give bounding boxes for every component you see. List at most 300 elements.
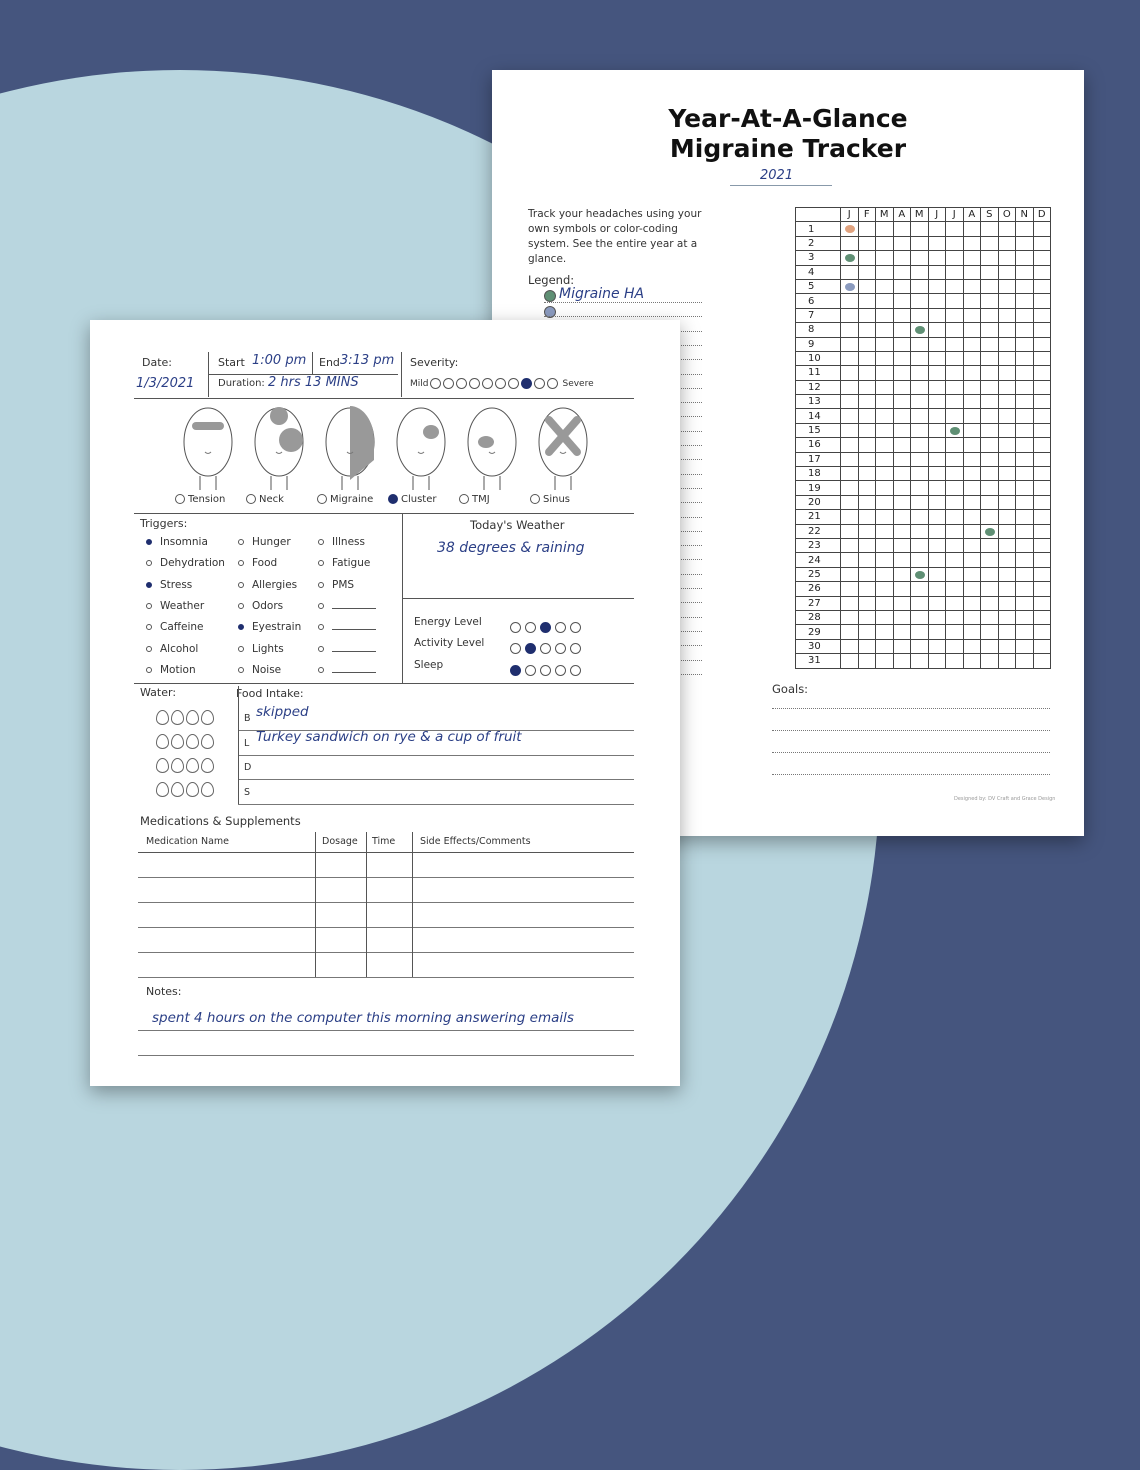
day-cell[interactable] <box>1033 409 1051 423</box>
day-cell[interactable] <box>946 524 964 538</box>
day-cell[interactable] <box>1033 625 1051 639</box>
meds-row-line[interactable] <box>138 927 634 928</box>
day-cell[interactable] <box>1016 294 1034 308</box>
water-drop[interactable] <box>201 782 214 797</box>
day-cell[interactable] <box>1016 251 1034 265</box>
day-cell[interactable] <box>858 495 876 509</box>
level-option[interactable] <box>540 643 551 654</box>
day-cell[interactable] <box>981 625 999 639</box>
trigger-item[interactable] <box>238 643 284 655</box>
day-cell[interactable] <box>876 308 894 322</box>
day-cell[interactable] <box>928 495 946 509</box>
day-cell[interactable] <box>946 395 964 409</box>
day-cell[interactable] <box>876 610 894 624</box>
day-cell[interactable] <box>998 596 1016 610</box>
day-cell[interactable] <box>963 308 981 322</box>
day-cell[interactable] <box>1016 610 1034 624</box>
day-cell[interactable] <box>981 495 999 509</box>
day-cell[interactable] <box>998 236 1016 250</box>
water-drop[interactable] <box>186 782 199 797</box>
day-cell[interactable] <box>911 323 929 337</box>
day-cell[interactable] <box>841 495 859 509</box>
day-cell[interactable] <box>911 265 929 279</box>
day-cell[interactable] <box>1016 553 1034 567</box>
day-cell[interactable] <box>998 222 1016 236</box>
day-cell[interactable] <box>1016 409 1034 423</box>
water-drop[interactable] <box>171 710 184 725</box>
day-cell[interactable] <box>928 596 946 610</box>
day-cell[interactable] <box>946 366 964 380</box>
severity-option[interactable] <box>521 378 532 389</box>
day-cell[interactable] <box>981 222 999 236</box>
day-cell[interactable] <box>858 236 876 250</box>
day-cell[interactable] <box>998 380 1016 394</box>
day-cell[interactable] <box>841 438 859 452</box>
day-cell[interactable] <box>1016 495 1034 509</box>
day-cell[interactable] <box>1033 395 1051 409</box>
day-cell[interactable] <box>981 639 999 653</box>
day-cell[interactable] <box>841 582 859 596</box>
day-cell[interactable] <box>928 395 946 409</box>
day-cell[interactable] <box>841 395 859 409</box>
day-cell[interactable] <box>963 481 981 495</box>
day-cell[interactable] <box>963 625 981 639</box>
day-cell[interactable] <box>841 308 859 322</box>
day-cell[interactable] <box>893 610 911 624</box>
day-cell[interactable] <box>858 380 876 394</box>
trigger-item[interactable] <box>238 579 297 591</box>
water-drop[interactable] <box>171 734 184 749</box>
day-cell[interactable] <box>963 596 981 610</box>
day-cell[interactable] <box>876 351 894 365</box>
day-cell[interactable] <box>981 567 999 581</box>
day-cell[interactable] <box>998 567 1016 581</box>
day-cell[interactable] <box>876 625 894 639</box>
water-drop[interactable] <box>156 734 169 749</box>
trigger-checkbox[interactable] <box>238 624 244 630</box>
day-cell[interactable] <box>1033 279 1051 293</box>
day-cell[interactable] <box>876 294 894 308</box>
day-cell[interactable] <box>1033 337 1051 351</box>
day-cell[interactable] <box>963 438 981 452</box>
day-cell[interactable] <box>998 639 1016 653</box>
day-cell[interactable] <box>1033 582 1051 596</box>
day-cell[interactable] <box>858 265 876 279</box>
trigger-item[interactable] <box>146 579 192 591</box>
day-cell[interactable] <box>911 538 929 552</box>
water-drops[interactable] <box>156 708 226 804</box>
day-cell[interactable] <box>893 294 911 308</box>
day-cell[interactable] <box>1016 236 1034 250</box>
day-cell[interactable] <box>876 538 894 552</box>
day-cell[interactable] <box>1016 323 1034 337</box>
day-cell[interactable] <box>1016 279 1034 293</box>
day-cell[interactable] <box>841 596 859 610</box>
severity-option[interactable] <box>508 378 519 389</box>
trigger-checkbox[interactable] <box>238 582 244 588</box>
day-cell[interactable] <box>928 654 946 668</box>
face-label-tension[interactable] <box>175 494 225 505</box>
day-cell[interactable] <box>946 596 964 610</box>
trigger-item[interactable] <box>146 643 198 655</box>
severity-option[interactable] <box>456 378 467 389</box>
day-cell[interactable] <box>946 236 964 250</box>
day-cell[interactable] <box>858 610 876 624</box>
day-cell[interactable] <box>928 524 946 538</box>
day-cell[interactable] <box>893 409 911 423</box>
day-cell[interactable] <box>1033 567 1051 581</box>
day-cell[interactable] <box>1016 582 1034 596</box>
day-cell[interactable] <box>911 279 929 293</box>
day-cell[interactable] <box>1016 639 1034 653</box>
day-cell[interactable] <box>1016 380 1034 394</box>
day-cell[interactable] <box>946 222 964 236</box>
day-cell[interactable] <box>1033 452 1051 466</box>
radio-migraine[interactable] <box>317 494 327 504</box>
day-cell[interactable] <box>911 351 929 365</box>
day-cell[interactable] <box>1033 222 1051 236</box>
day-cell[interactable] <box>946 625 964 639</box>
day-cell[interactable] <box>911 481 929 495</box>
day-cell[interactable] <box>858 510 876 524</box>
day-cell[interactable] <box>963 610 981 624</box>
day-cell[interactable] <box>946 265 964 279</box>
day-cell[interactable] <box>841 279 859 293</box>
day-cell[interactable] <box>998 510 1016 524</box>
day-cell[interactable] <box>998 409 1016 423</box>
day-cell[interactable] <box>981 380 999 394</box>
trigger-checkbox[interactable] <box>146 667 152 673</box>
legend-line[interactable] <box>544 302 702 303</box>
day-cell[interactable] <box>998 654 1016 668</box>
day-cell[interactable] <box>928 380 946 394</box>
day-cell[interactable] <box>998 323 1016 337</box>
day-cell[interactable] <box>1016 596 1034 610</box>
water-drop[interactable] <box>156 782 169 797</box>
level-option[interactable] <box>525 665 536 676</box>
face-label-sinus[interactable] <box>530 494 570 505</box>
day-cell[interactable] <box>1016 366 1034 380</box>
trigger-item[interactable] <box>146 557 225 569</box>
day-cell[interactable] <box>981 337 999 351</box>
day-cell[interactable] <box>998 395 1016 409</box>
severity-option[interactable] <box>469 378 480 389</box>
day-cell[interactable] <box>876 395 894 409</box>
level-option[interactable] <box>540 665 551 676</box>
day-cell[interactable] <box>876 582 894 596</box>
level-option[interactable] <box>525 622 536 633</box>
day-cell[interactable] <box>1033 308 1051 322</box>
day-cell[interactable] <box>946 582 964 596</box>
trigger-checkbox[interactable] <box>146 646 152 652</box>
day-cell[interactable] <box>998 351 1016 365</box>
face-label-neck[interactable] <box>246 494 284 505</box>
day-cell[interactable] <box>841 323 859 337</box>
day-cell[interactable] <box>858 639 876 653</box>
day-cell[interactable] <box>1033 524 1051 538</box>
level-option[interactable] <box>570 643 581 654</box>
day-cell[interactable] <box>911 438 929 452</box>
day-cell[interactable] <box>963 467 981 481</box>
day-cell[interactable] <box>911 524 929 538</box>
day-cell[interactable] <box>981 481 999 495</box>
day-cell[interactable] <box>963 495 981 509</box>
day-cell[interactable] <box>841 610 859 624</box>
day-cell[interactable] <box>1033 538 1051 552</box>
day-cell[interactable] <box>981 236 999 250</box>
water-drop[interactable] <box>156 758 169 773</box>
trigger-item[interactable] <box>318 643 376 655</box>
face-label-cluster[interactable] <box>388 494 437 505</box>
day-cell[interactable] <box>981 467 999 481</box>
trigger-checkbox[interactable] <box>318 582 324 588</box>
day-cell[interactable] <box>911 337 929 351</box>
day-cell[interactable] <box>963 323 981 337</box>
day-cell[interactable] <box>963 452 981 466</box>
meal-value[interactable]: Turkey sandwich on rye & a cup of fruit <box>256 728 522 745</box>
severity-option[interactable] <box>547 378 558 389</box>
day-cell[interactable] <box>841 467 859 481</box>
day-cell[interactable] <box>858 366 876 380</box>
day-cell[interactable] <box>1016 395 1034 409</box>
trigger-item[interactable] <box>318 557 370 569</box>
day-cell[interactable] <box>928 567 946 581</box>
day-cell[interactable] <box>981 596 999 610</box>
day-cell[interactable] <box>998 495 1016 509</box>
day-cell[interactable] <box>876 323 894 337</box>
day-cell[interactable] <box>893 452 911 466</box>
day-cell[interactable] <box>893 323 911 337</box>
day-cell[interactable] <box>876 524 894 538</box>
day-cell[interactable] <box>876 423 894 437</box>
day-cell[interactable] <box>998 279 1016 293</box>
trigger-item[interactable] <box>318 579 354 591</box>
day-cell[interactable] <box>998 452 1016 466</box>
trigger-item[interactable] <box>318 600 376 612</box>
day-cell[interactable] <box>841 524 859 538</box>
day-cell[interactable] <box>876 495 894 509</box>
day-cell[interactable] <box>893 524 911 538</box>
day-cell[interactable] <box>876 366 894 380</box>
day-cell[interactable] <box>893 510 911 524</box>
legend-line[interactable] <box>544 316 702 317</box>
day-cell[interactable] <box>841 251 859 265</box>
day-cell[interactable] <box>858 423 876 437</box>
day-cell[interactable] <box>981 279 999 293</box>
day-cell[interactable] <box>1016 265 1034 279</box>
day-cell[interactable] <box>876 236 894 250</box>
meal-value[interactable]: skipped <box>256 704 309 720</box>
day-cell[interactable] <box>928 351 946 365</box>
water-drop[interactable] <box>171 782 184 797</box>
day-cell[interactable] <box>946 423 964 437</box>
day-cell[interactable] <box>911 380 929 394</box>
day-cell[interactable] <box>858 294 876 308</box>
day-cell[interactable] <box>981 409 999 423</box>
day-cell[interactable] <box>981 294 999 308</box>
day-cell[interactable] <box>1016 337 1034 351</box>
day-cell[interactable] <box>858 308 876 322</box>
day-cell[interactable] <box>876 452 894 466</box>
trigger-checkbox[interactable] <box>318 539 324 545</box>
day-cell[interactable] <box>858 524 876 538</box>
severity-circles[interactable] <box>428 379 558 389</box>
day-cell[interactable] <box>858 222 876 236</box>
day-cell[interactable] <box>876 380 894 394</box>
day-cell[interactable] <box>928 438 946 452</box>
radio-cluster[interactable] <box>388 494 398 504</box>
day-cell[interactable] <box>963 524 981 538</box>
day-cell[interactable] <box>946 294 964 308</box>
day-cell[interactable] <box>911 251 929 265</box>
day-cell[interactable] <box>911 395 929 409</box>
day-cell[interactable] <box>841 409 859 423</box>
day-cell[interactable] <box>893 251 911 265</box>
day-cell[interactable] <box>876 567 894 581</box>
day-cell[interactable] <box>928 510 946 524</box>
day-cell[interactable] <box>946 639 964 653</box>
day-cell[interactable] <box>946 308 964 322</box>
day-cell[interactable] <box>1016 452 1034 466</box>
day-cell[interactable] <box>876 639 894 653</box>
day-cell[interactable] <box>911 610 929 624</box>
meds-row-line[interactable] <box>138 977 634 978</box>
day-cell[interactable] <box>928 236 946 250</box>
day-cell[interactable] <box>876 409 894 423</box>
day-cell[interactable] <box>963 366 981 380</box>
day-cell[interactable] <box>981 366 999 380</box>
day-cell[interactable] <box>1016 625 1034 639</box>
day-cell[interactable] <box>841 553 859 567</box>
level-option[interactable] <box>525 643 536 654</box>
day-cell[interactable] <box>911 409 929 423</box>
face-label-migraine[interactable] <box>317 494 373 505</box>
day-cell[interactable] <box>946 323 964 337</box>
day-cell[interactable] <box>1033 251 1051 265</box>
day-cell[interactable] <box>963 567 981 581</box>
day-cell[interactable] <box>841 265 859 279</box>
day-cell[interactable] <box>946 337 964 351</box>
day-cell[interactable] <box>963 351 981 365</box>
day-cell[interactable] <box>893 582 911 596</box>
day-cell[interactable] <box>998 538 1016 552</box>
day-cell[interactable] <box>946 495 964 509</box>
trigger-item[interactable] <box>146 621 204 633</box>
trigger-checkbox[interactable] <box>146 539 152 545</box>
trigger-item[interactable] <box>238 600 283 612</box>
day-cell[interactable] <box>893 438 911 452</box>
day-cell[interactable] <box>946 452 964 466</box>
day-cell[interactable] <box>1033 323 1051 337</box>
day-cell[interactable] <box>998 553 1016 567</box>
day-cell[interactable] <box>928 294 946 308</box>
day-cell[interactable] <box>1033 366 1051 380</box>
day-cell[interactable] <box>911 308 929 322</box>
day-cell[interactable] <box>946 409 964 423</box>
day-cell[interactable] <box>1016 308 1034 322</box>
day-cell[interactable] <box>963 582 981 596</box>
day-cell[interactable] <box>946 567 964 581</box>
meds-row-line[interactable] <box>138 902 634 903</box>
day-cell[interactable] <box>893 467 911 481</box>
level-option[interactable] <box>510 643 521 654</box>
day-cell[interactable] <box>893 553 911 567</box>
day-cell[interactable] <box>981 553 999 567</box>
day-cell[interactable] <box>911 495 929 509</box>
day-cell[interactable] <box>928 279 946 293</box>
day-cell[interactable] <box>998 524 1016 538</box>
day-cell[interactable] <box>858 409 876 423</box>
day-cell[interactable] <box>928 452 946 466</box>
day-cell[interactable] <box>928 323 946 337</box>
trigger-checkbox[interactable] <box>318 624 324 630</box>
water-drop[interactable] <box>156 710 169 725</box>
day-cell[interactable] <box>911 596 929 610</box>
day-cell[interactable] <box>1033 423 1051 437</box>
trigger-checkbox[interactable] <box>318 646 324 652</box>
trigger-item[interactable] <box>146 664 196 676</box>
day-cell[interactable] <box>1033 351 1051 365</box>
day-cell[interactable] <box>928 639 946 653</box>
trigger-checkbox[interactable] <box>146 560 152 566</box>
day-cell[interactable] <box>841 452 859 466</box>
day-cell[interactable] <box>981 654 999 668</box>
day-cell[interactable] <box>1033 380 1051 394</box>
day-cell[interactable] <box>928 467 946 481</box>
day-cell[interactable] <box>946 351 964 365</box>
trigger-item[interactable] <box>238 621 301 633</box>
water-drop[interactable] <box>171 758 184 773</box>
day-cell[interactable] <box>841 337 859 351</box>
day-cell[interactable] <box>841 423 859 437</box>
day-cell[interactable] <box>911 553 929 567</box>
day-cell[interactable] <box>876 251 894 265</box>
day-cell[interactable] <box>876 265 894 279</box>
day-cell[interactable] <box>876 337 894 351</box>
day-cell[interactable] <box>841 538 859 552</box>
day-cell[interactable] <box>911 452 929 466</box>
day-cell[interactable] <box>981 510 999 524</box>
day-cell[interactable] <box>893 625 911 639</box>
day-cell[interactable] <box>1033 495 1051 509</box>
day-cell[interactable] <box>858 654 876 668</box>
day-cell[interactable] <box>981 438 999 452</box>
day-cell[interactable] <box>1016 438 1034 452</box>
day-cell[interactable] <box>1033 639 1051 653</box>
energy-value-scale[interactable] <box>510 617 585 636</box>
day-cell[interactable] <box>1033 654 1051 668</box>
water-drop[interactable] <box>201 710 214 725</box>
level-option[interactable] <box>510 665 521 676</box>
day-cell[interactable] <box>876 222 894 236</box>
day-cell[interactable] <box>893 639 911 653</box>
meds-row-line[interactable] <box>138 877 634 878</box>
day-cell[interactable] <box>928 538 946 552</box>
day-cell[interactable] <box>858 538 876 552</box>
day-cell[interactable] <box>858 279 876 293</box>
day-cell[interactable] <box>876 438 894 452</box>
water-drop[interactable] <box>201 734 214 749</box>
day-cell[interactable] <box>911 366 929 380</box>
trigger-item[interactable] <box>318 621 376 633</box>
day-cell[interactable] <box>981 251 999 265</box>
day-cell[interactable] <box>911 510 929 524</box>
day-cell[interactable] <box>963 409 981 423</box>
day-cell[interactable] <box>1016 222 1034 236</box>
day-cell[interactable] <box>911 639 929 653</box>
day-cell[interactable] <box>893 495 911 509</box>
day-cell[interactable] <box>928 625 946 639</box>
